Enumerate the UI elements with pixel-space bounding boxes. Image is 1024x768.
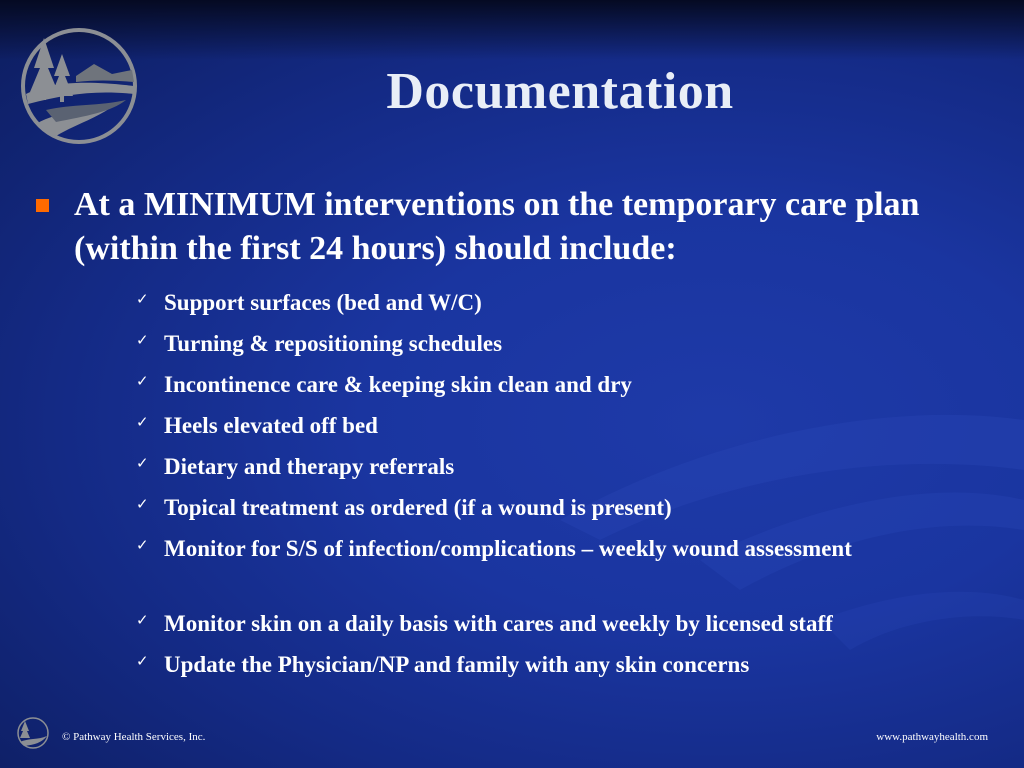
checkmark-icon: ✓ [136,290,149,308]
checkmark-icon: ✓ [136,413,149,431]
checkmark-icon: ✓ [136,652,149,670]
list-item-text: Monitor for S/S of infection/complications – weekly wound assessment [164,536,852,561]
list-item-text: Monitor skin on a daily basis with cares and weekly by licensed staff [164,611,833,636]
footer-website: www.pathwayhealth.com [876,731,988,743]
list-item-text: Topical treatment as ordered (if a wound is present) [164,495,672,520]
footer-logo-icon [16,716,50,750]
checkmark-icon: ✓ [136,536,149,554]
list-item-text: Heels elevated off bed [164,413,378,438]
footer-copyright: © Pathway Health Services, Inc. [62,731,206,743]
list-item-text: Support surfaces (bed and W/C) [164,290,482,315]
tree-river-logo-icon [16,24,142,148]
list-item-text: Dietary and therapy referrals [164,454,455,479]
list-item-text: Update the Physician/NP and family with any skin concerns [164,652,750,677]
list-item-text: Turning & repositioning schedules [164,331,503,356]
checkmark-icon: ✓ [136,454,149,472]
slide-title: Documentation [386,63,734,120]
square-bullet-icon [36,199,49,212]
checkmark-icon: ✓ [136,372,149,390]
checkmark-icon: ✓ [136,495,149,513]
list-item-text: Incontinence care & keeping skin clean and dry [164,372,632,397]
checkmark-icon: ✓ [136,611,149,629]
main-bullet-text: At a MINIMUM interventions on the temporary care plan (within the first 24 hours) should include: [74,186,920,267]
checkmark-icon: ✓ [136,331,149,349]
